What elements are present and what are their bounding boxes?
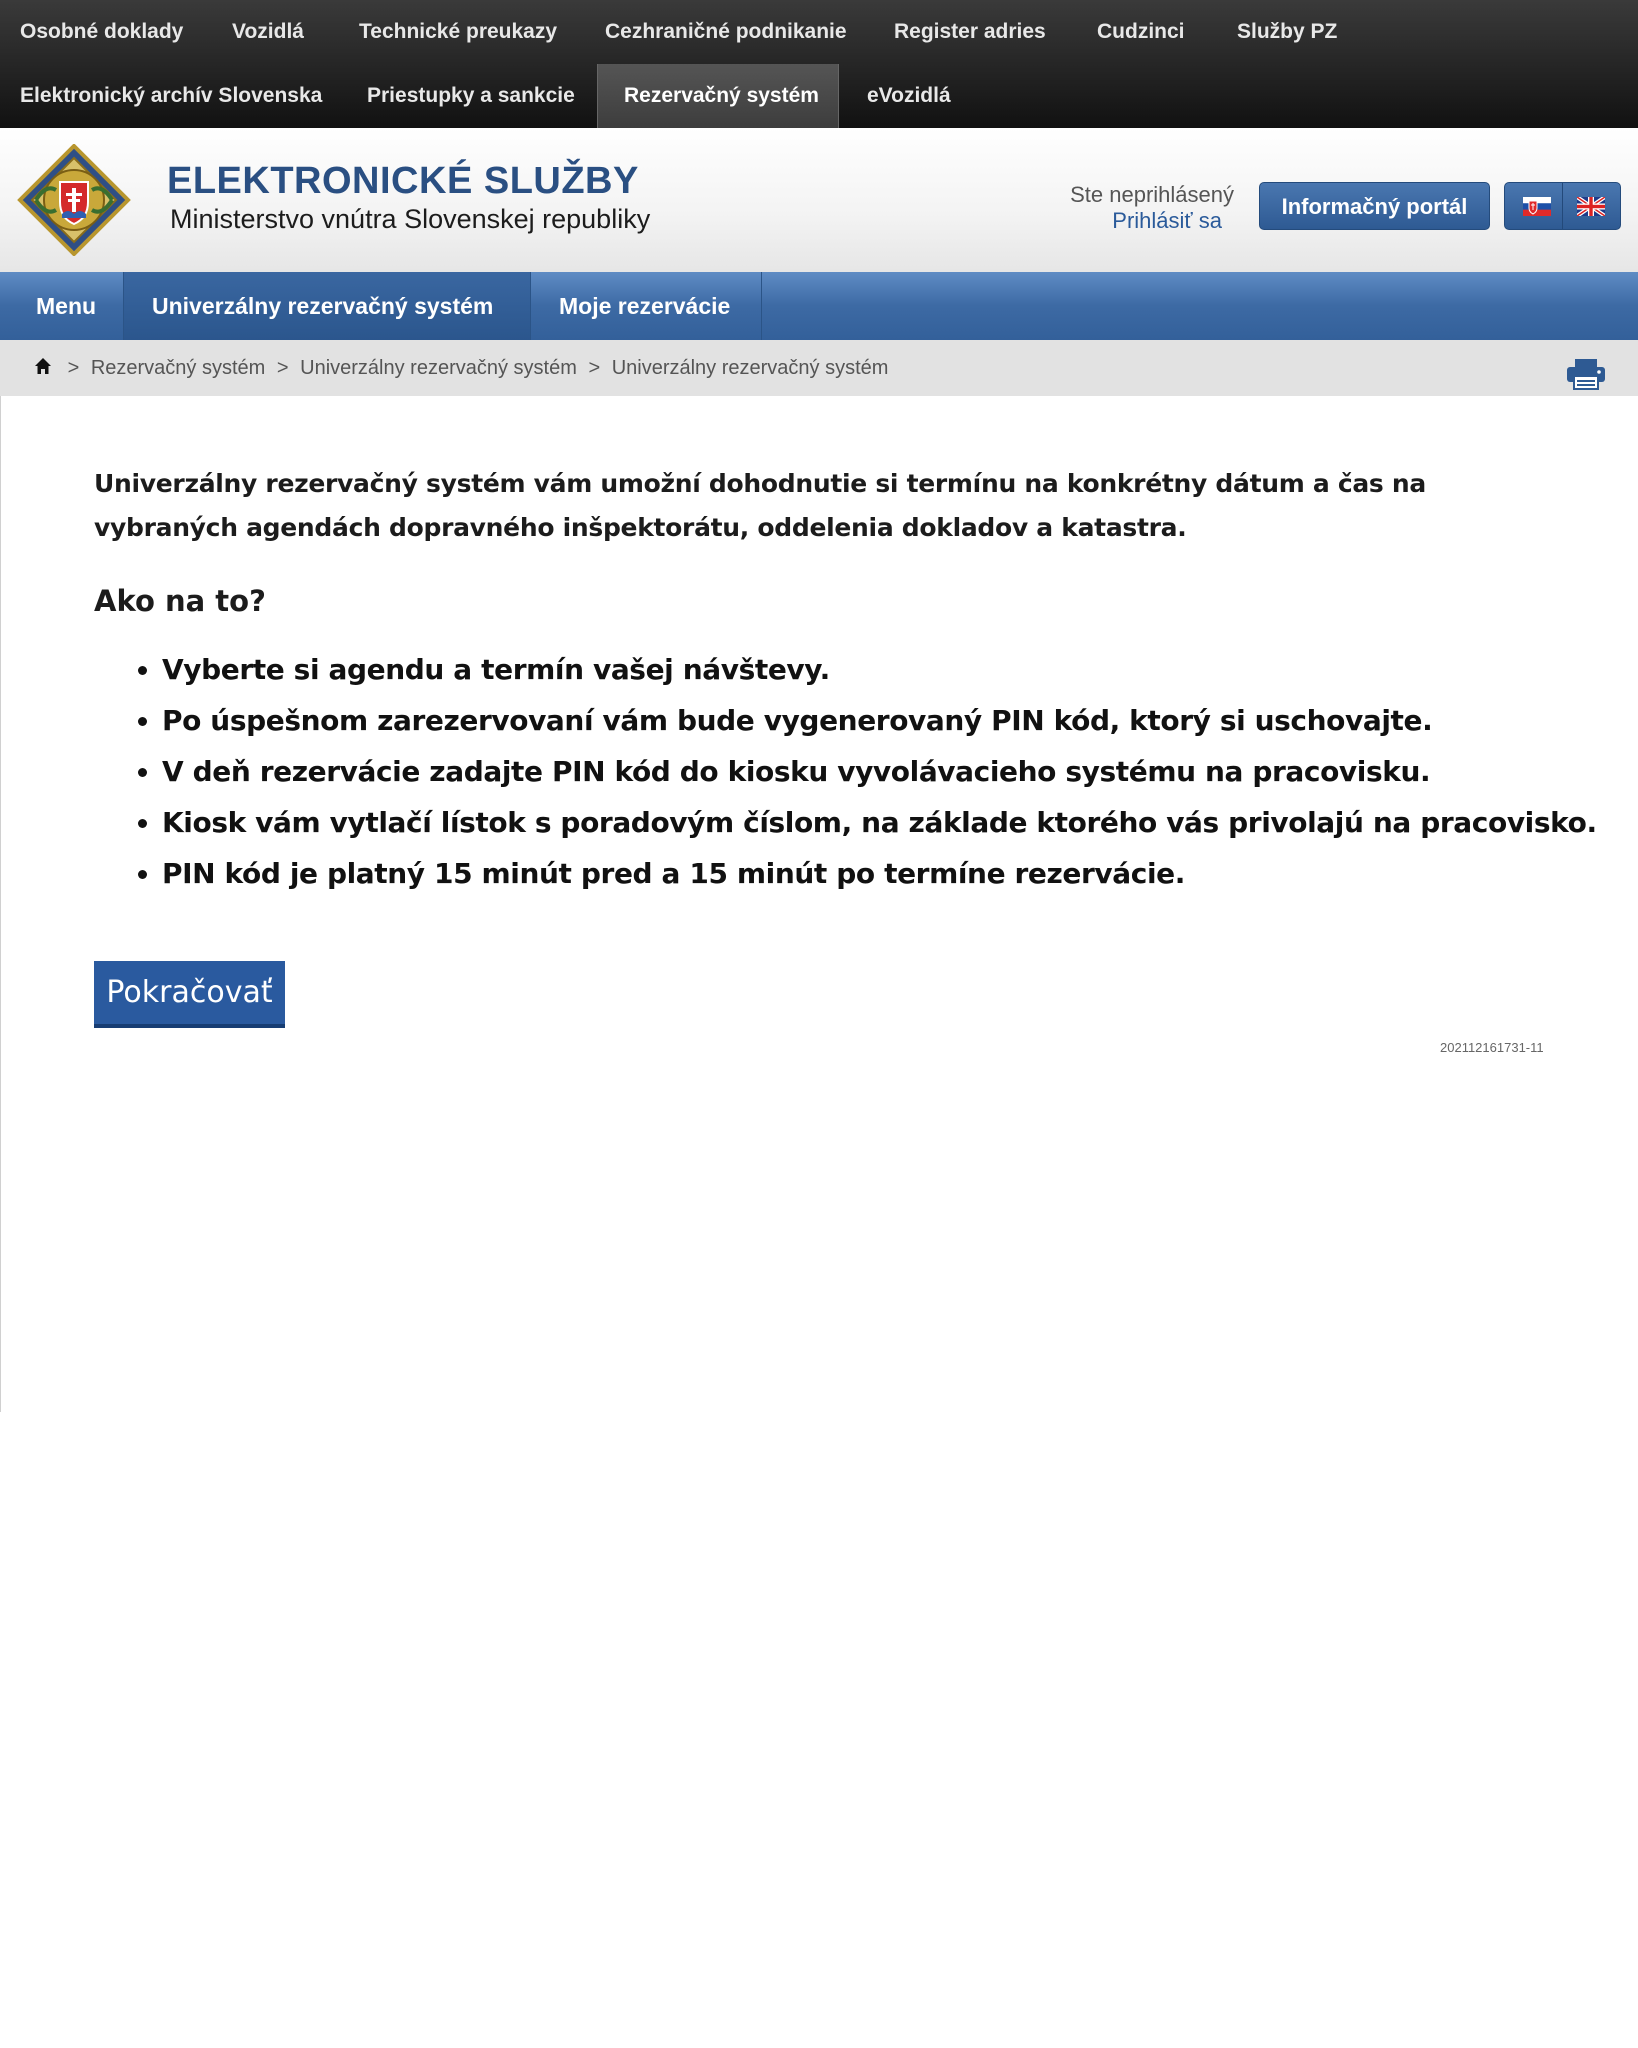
list-item: • Vyberte si agendu a termín vašej návštevy.: [162, 644, 1597, 695]
home-icon[interactable]: [34, 341, 52, 397]
list-item: • PIN kód je platný 15 minút pred a 15 minút po termíne rezervácie.: [162, 848, 1597, 899]
top-nav-evozidla[interactable]: eVozidlá: [867, 84, 951, 107]
top-nav-row-2: [0, 64, 1638, 128]
top-nav-osobne-doklady[interactable]: Osobné doklady: [20, 20, 184, 43]
en-flag-icon[interactable]: [1577, 197, 1605, 216]
top-nav-priestupky-a-sankcie[interactable]: Priestupky a sankcie: [367, 84, 575, 107]
breadcrumb-current: Univerzálny rezervačný systém: [611, 357, 889, 379]
ministry-emblem-icon: [16, 144, 132, 256]
menu-item-moje-rezervacie[interactable]: Moje rezervácie: [531, 272, 762, 340]
top-nav-elektronicky-archiv[interactable]: Elektronický archív Slovenska: [20, 84, 323, 107]
site-title: ELEKTRONICKÉ SLUŽBY: [167, 160, 639, 202]
continue-button[interactable]: Pokračovať: [94, 961, 285, 1028]
intro-text: Univerzálny rezervačný systém vám umožní dohodnutie si termínu na konkrétny dátum a čas na vybraných agendách dopravného inšpektorátu, oddelenia dokladov a katastra.: [94, 469, 1426, 542]
breadcrumb-separator: >: [588, 357, 601, 379]
site-header: [0, 128, 1638, 272]
top-nav-cudzinci[interactable]: Cudzinci: [1097, 20, 1185, 43]
language-separator: [1562, 183, 1563, 229]
howto-heading: Ako na to?: [94, 584, 266, 618]
menu-item-menu[interactable]: Menu: [8, 272, 124, 340]
top-navigation: [0, 0, 1638, 128]
content-border: [0, 396, 1, 1412]
top-nav-sluzby-pz[interactable]: Služby PZ: [1237, 20, 1338, 43]
menu-item-univerzalny-rezervacny-system[interactable]: Univerzálny rezervačný systém: [124, 272, 531, 340]
breadcrumb: [34, 340, 888, 396]
list-item: • Kiosk vám vytlačí lístok s poradovým číslom, na základe ktorého vás privolajú na pracovisko.: [162, 797, 1597, 848]
main-menu: [0, 272, 1638, 340]
login-link[interactable]: Prihlásiť sa: [1112, 208, 1222, 233]
top-nav-register-adries[interactable]: Register adries: [894, 20, 1046, 43]
breadcrumb-separator: >: [276, 357, 289, 379]
top-nav-cezhranicne-podnikanie[interactable]: Cezhraničné podnikanie: [605, 20, 847, 43]
breadcrumb-univerzalny-rezervacny-system[interactable]: Univerzálny rezervačný systém: [300, 357, 577, 379]
breadcrumb-separator: >: [67, 357, 80, 379]
information-portal-button[interactable]: Informačný portál: [1259, 182, 1490, 230]
top-nav-vozidla[interactable]: Vozidlá: [232, 20, 304, 43]
breadcrumb-rezervacny-system[interactable]: Rezervačný systém: [90, 357, 266, 379]
list-item: • Po úspešnom zarezervovaní vám bude vygenerovaný PIN kód, ktorý si uschovajte.: [162, 695, 1597, 746]
print-icon[interactable]: [1566, 358, 1606, 390]
breadcrumb-bar: [0, 340, 1638, 396]
list-item: • V deň rezervácie zadajte PIN kód do kiosku vyvolávacieho systému na pracovisku.: [162, 746, 1597, 797]
version-label: 202112161731-11: [1440, 1040, 1544, 1055]
ministry-logo[interactable]: [16, 144, 132, 256]
top-nav-technicke-preukazy[interactable]: Technické preukazy: [359, 20, 558, 43]
steps-list: [94, 644, 1597, 899]
site-subtitle: Ministerstvo vnútra Slovenskej republiky: [170, 204, 651, 234]
top-nav-rezervacny-system[interactable]: Rezervačný systém: [597, 64, 839, 128]
top-nav-row-1: [0, 0, 1638, 64]
sk-flag-icon[interactable]: [1523, 197, 1551, 216]
login-status: Ste neprihlásený: [1070, 182, 1234, 207]
language-switcher: [1504, 182, 1621, 230]
